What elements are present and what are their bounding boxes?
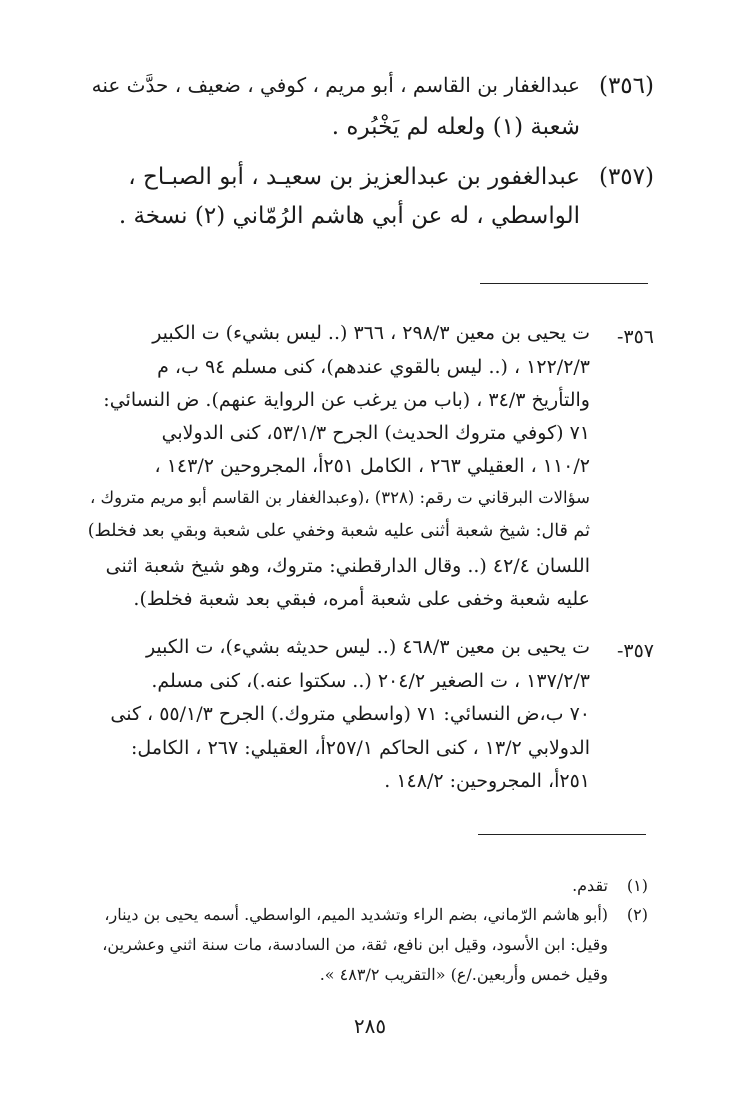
note-line: ت يحيى بن معين ٤٦٨/٣ (.. ليس حديثه بشيء)، ت الكبير bbox=[145, 636, 590, 658]
footnote-number: (١) bbox=[626, 876, 648, 895]
note-line: ٧١ (كوفي متروك الحديث) الجرح ٥٣/١/٣، كنى الدولابي bbox=[161, 422, 590, 444]
entry-line: عبدالغفور بن عبدالعزيز بن سعيـد ، أبو الصبـاح ، bbox=[128, 164, 580, 190]
note-line: اللسان ٤٢/٤ (.. وقال الدارقطني: متروك، وهو شيخ شعبة اثنى bbox=[105, 555, 590, 577]
note-line: سؤالات البرقاني ت رقم: (٣٢٨) ،(وعبدالغفار بن القاسم أبو مريم متروك ، bbox=[89, 488, 590, 507]
separator-line bbox=[478, 834, 646, 835]
note-line: ١٢٢/٢/٣ ، (.. ليس بالقوي عندهم)، كنى مسلم ٩٤ ب، م bbox=[157, 356, 590, 378]
note-line: ٧٠ ب،ض النسائي: ٧١ (واسطي متروك.) الجرح ٥٥/١/٣ ، كنى bbox=[110, 703, 590, 725]
note-line: ٢٥١أ، المجروحين: ١٤٨/٢ . bbox=[384, 770, 590, 792]
entry-line: الواسطي ، له عن أبي هاشم الرُمّاني (٢) نسخة . bbox=[118, 203, 580, 229]
footnote-line: وقيل: ابن الأسود، وقيل ابن نافع، ثقة، من السادسة، مات سنة اثني وعشرين، bbox=[102, 935, 608, 954]
page-number: ٢٨٥ bbox=[353, 1014, 387, 1038]
note-number: ٣٥٧- bbox=[616, 640, 654, 662]
note-line: ثم قال: شيخ شعبة أثنى عليه شعبة وخفي على شعبة وبقي بعد فخلط) bbox=[87, 521, 590, 541]
note-line: والتأريخ ٣٤/٣ ، (باب من يرغب عن الرواية عنهم). ض النسائي: bbox=[103, 389, 590, 411]
note-line: الدولابي ١٣/٢ ، كنى الحاكم ٢٥٧/١أ، العقيلي: ٢٦٧ ، الكامل: bbox=[131, 737, 590, 759]
footnote-line: وقيل خمس وأربعين./ع) «التقريب ٤٨٣/٢ ». bbox=[319, 965, 608, 984]
separator-line bbox=[480, 283, 648, 284]
note-line: ت يحيى بن معين ٢٩٨/٣ ، ٣٦٦ (.. ليس بشيء) ت الكبير bbox=[152, 322, 590, 344]
note-line: ١٣٧/٢/٣ ، ت الصغير ٢٠٤/٢ (.. سكتوا عنه.)، كنى مسلم. bbox=[151, 670, 590, 692]
entry-number: (٣٥٧) bbox=[598, 164, 654, 190]
note-line: ١١٠/٢ ، العقيلي ٢٦٣ ، الكامل ٢٥١أ، المجروحين ١٤٣/٢ ، bbox=[154, 455, 590, 477]
footnote-line: تقدم. bbox=[572, 876, 608, 895]
footnote-number: (٢) bbox=[626, 905, 648, 924]
entry-line: شعبة (١) ولعله لم يَخْبُره . bbox=[331, 114, 580, 140]
footnote-line: (أبو هاشم الرّماني، بضم الراء وتشديد الميم، الواسطي. أسمه يحيى بن دينار، bbox=[104, 905, 608, 924]
note-line: عليه شعبة وخفى على شعبة أمره، فبقي بعد شعبة فخلط). bbox=[133, 588, 590, 610]
entry-number: (٣٥٦) bbox=[598, 73, 654, 99]
entry-line: عبدالغفار بن القاسم ، أبو مريم ، كوفي ، ضعيف ، حدَّث عنه bbox=[91, 73, 580, 97]
note-number: ٣٥٦- bbox=[616, 326, 654, 348]
